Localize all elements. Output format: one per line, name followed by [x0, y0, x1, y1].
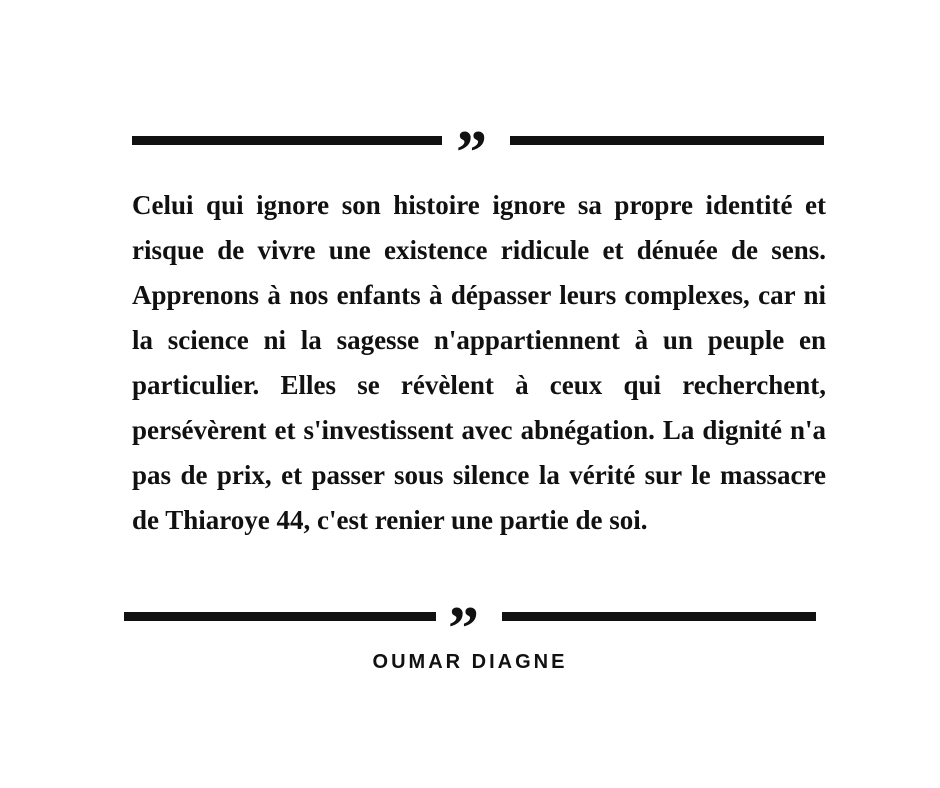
- top-divider-right-bar: [510, 136, 824, 145]
- quote-text: Celui qui ignore son histoire ignore sa propre identité et risque de vivre une existence ridicule et dénuée de sens. Apprenons à nos enfants à dépasser leurs complexes, car ni la science ni la sagesse n'appartiennent à un peuple en particulier. Elles se révèlent à ceux qui recherchent, persévèrent et s'investissent avec abnégation. La dignité n'a pas de prix, et passer sous silence la vérité sur le massacre de Thiaroye 44, c'est renier une partie de soi.: [132, 190, 826, 535]
- quote-author: OUMAR DIAGNE: [372, 651, 568, 673]
- top-divider: [0, 116, 940, 187]
- bottom-divider-left-bar: [124, 612, 436, 621]
- closing-quote-icon: ”: [456, 119, 487, 187]
- bottom-divider-right-bar: [502, 612, 816, 621]
- top-divider-left-bar: [132, 136, 442, 145]
- closing-quote-icon: ”: [448, 595, 479, 663]
